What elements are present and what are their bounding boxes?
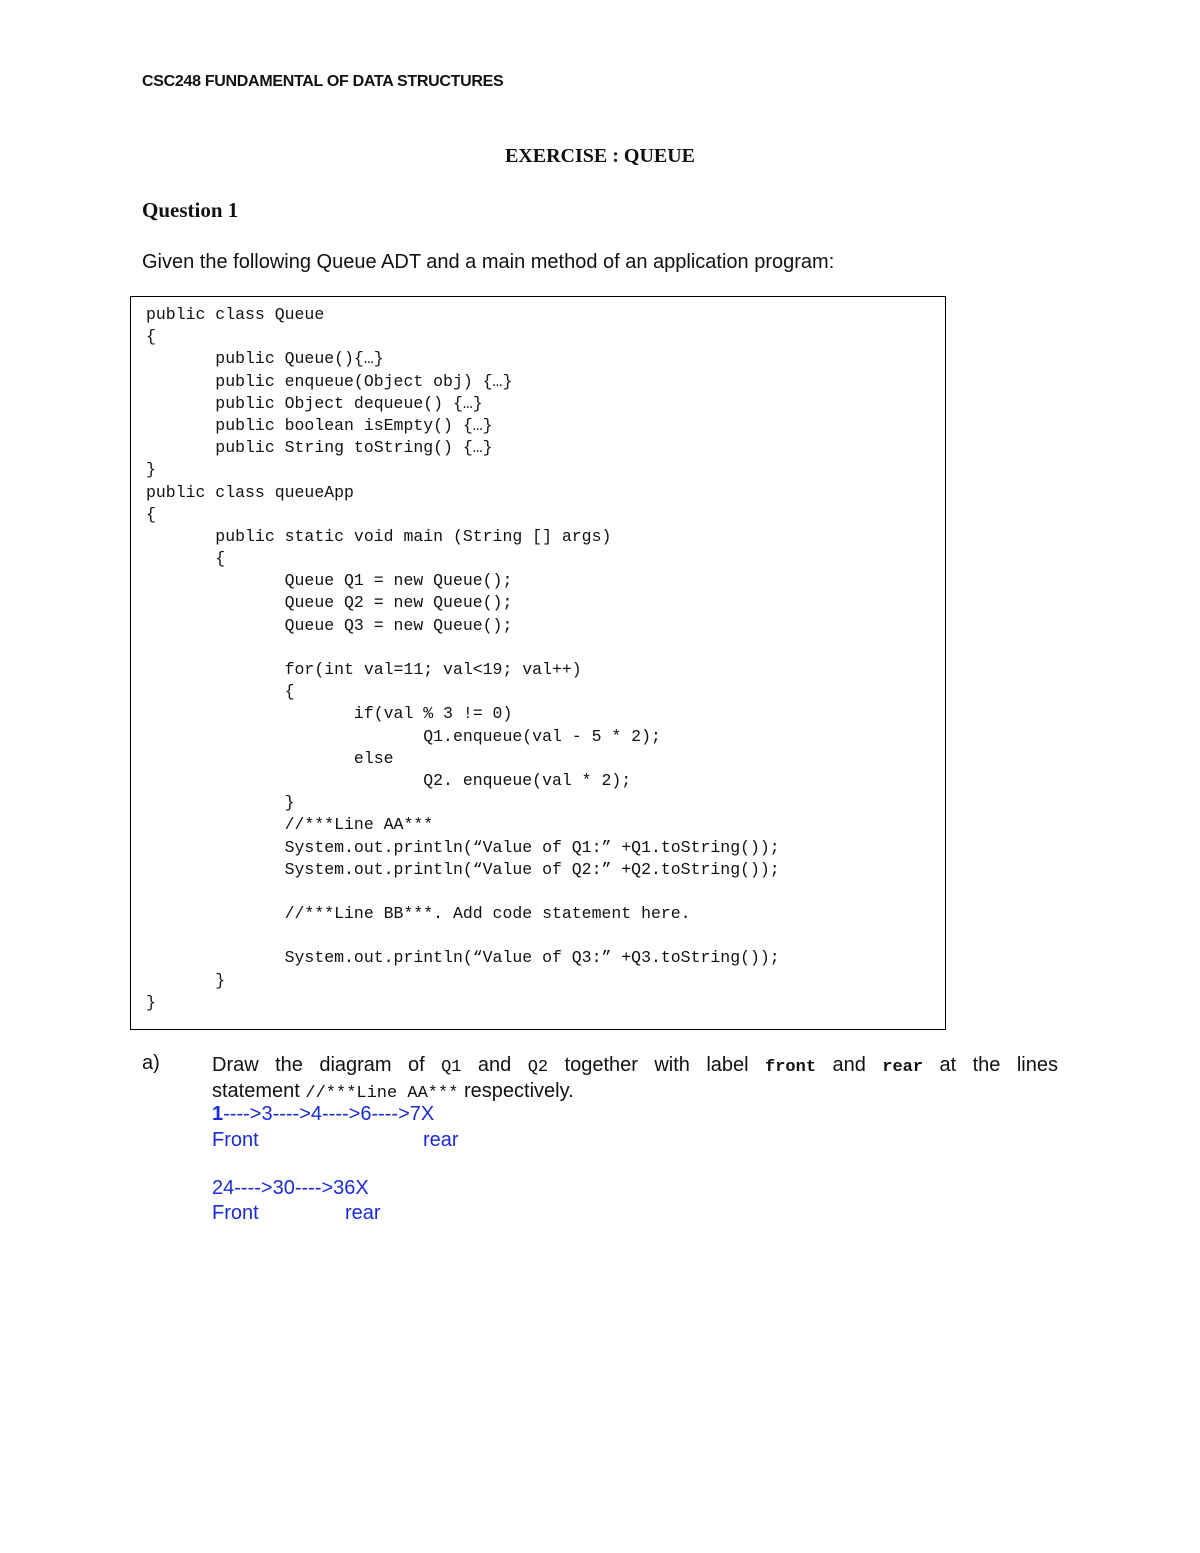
part-a-q1: Q1: [441, 1058, 462, 1077]
code-line: [146, 925, 780, 947]
code-line: Queue Q2 = new Queue();: [146, 593, 513, 613]
code-line: [146, 881, 780, 903]
question-intro: Given the following Queue ADT and a main method of an application program:: [142, 251, 835, 273]
part-a-front: front: [765, 1058, 817, 1077]
code-line: Queue Q1 = new Queue();: [146, 571, 513, 591]
part-a-rear: rear: [882, 1058, 924, 1077]
code-line: }: [146, 460, 156, 480]
code-line: {: [146, 504, 156, 524]
part-a-text-line1: [212, 1052, 1058, 1081]
code-line: public static void main (String [] args): [146, 526, 612, 546]
page-title: EXERCISE : QUEUE: [504, 145, 696, 167]
code-line: public class Queue: [146, 305, 325, 324]
code-line: System.out.println(“Value of Q1:” +Q1.toString());: [146, 837, 780, 857]
course-header: CSC248 FUNDAMENTAL OF DATA STRUCTURES: [142, 73, 504, 90]
question-heading: Question 1: [142, 198, 239, 222]
part-a-text-4: and: [832, 1054, 866, 1076]
code-line: System.out.println(“Value of Q3:” +Q3.toString());: [146, 948, 780, 968]
code-line: else: [146, 748, 394, 768]
code-line: {: [146, 327, 156, 347]
code-line: public class queueApp: [146, 482, 354, 502]
part-a-text-7: respectively.: [463, 1080, 574, 1102]
part-a-label: a): [142, 1052, 160, 1074]
code-line: }: [146, 970, 226, 990]
code-listing: [146, 304, 780, 1014]
code-line: }: [146, 992, 156, 1012]
answer-q1-first: 1: [212, 1103, 224, 1125]
code-line: }: [146, 793, 295, 813]
code-line: //***Line BB***. Add code statement here.: [146, 904, 691, 924]
part-a-q2: Q2: [527, 1058, 549, 1077]
answer-q2-front-label: Front: [212, 1202, 259, 1224]
code-line: [146, 637, 780, 659]
code-line: Q2. enqueue(val * 2);: [146, 770, 632, 790]
code-line: if(val % 3 != 0): [146, 704, 513, 724]
part-a-text-3: together with label: [564, 1054, 749, 1076]
code-line: public Queue(){…}: [146, 349, 384, 369]
code-line: //***Line AA***: [146, 815, 434, 835]
answer-q1-rest: ---->3---->4---->6---->7X: [223, 1103, 435, 1125]
part-a-text-2: and: [477, 1054, 512, 1076]
answer-q1-chain: [212, 1103, 434, 1126]
answer-q2-chain: 24---->30---->36X: [212, 1177, 369, 1199]
part-a-line-ref: //***Line AA***: [305, 1084, 459, 1103]
code-line: {: [146, 682, 295, 702]
part-a-text-6: statement: [212, 1080, 300, 1102]
answer-q1-rear-label: rear: [423, 1129, 459, 1151]
code-line: public boolean isEmpty() {…}: [146, 415, 493, 435]
part-a-text-5: at the lines: [939, 1054, 1058, 1076]
code-line: {: [146, 549, 226, 569]
answer-q2-rear-label: rear: [345, 1202, 381, 1224]
code-line: public String toString() {…}: [146, 438, 493, 458]
code-line: System.out.println(“Value of Q2:” +Q2.toString());: [146, 859, 780, 879]
part-a-text-1: Draw the diagram of: [212, 1054, 425, 1076]
code-line: for(int val=11; val<19; val++): [146, 660, 582, 679]
answer-q1-front-label: Front: [212, 1129, 259, 1151]
code-line: public Object dequeue() {…}: [146, 393, 483, 413]
code-line: public enqueue(Object obj) {…}: [146, 371, 513, 391]
code-line: Q1.enqueue(val - 5 * 2);: [146, 726, 661, 746]
code-line: Queue Q3 = new Queue();: [146, 615, 513, 635]
